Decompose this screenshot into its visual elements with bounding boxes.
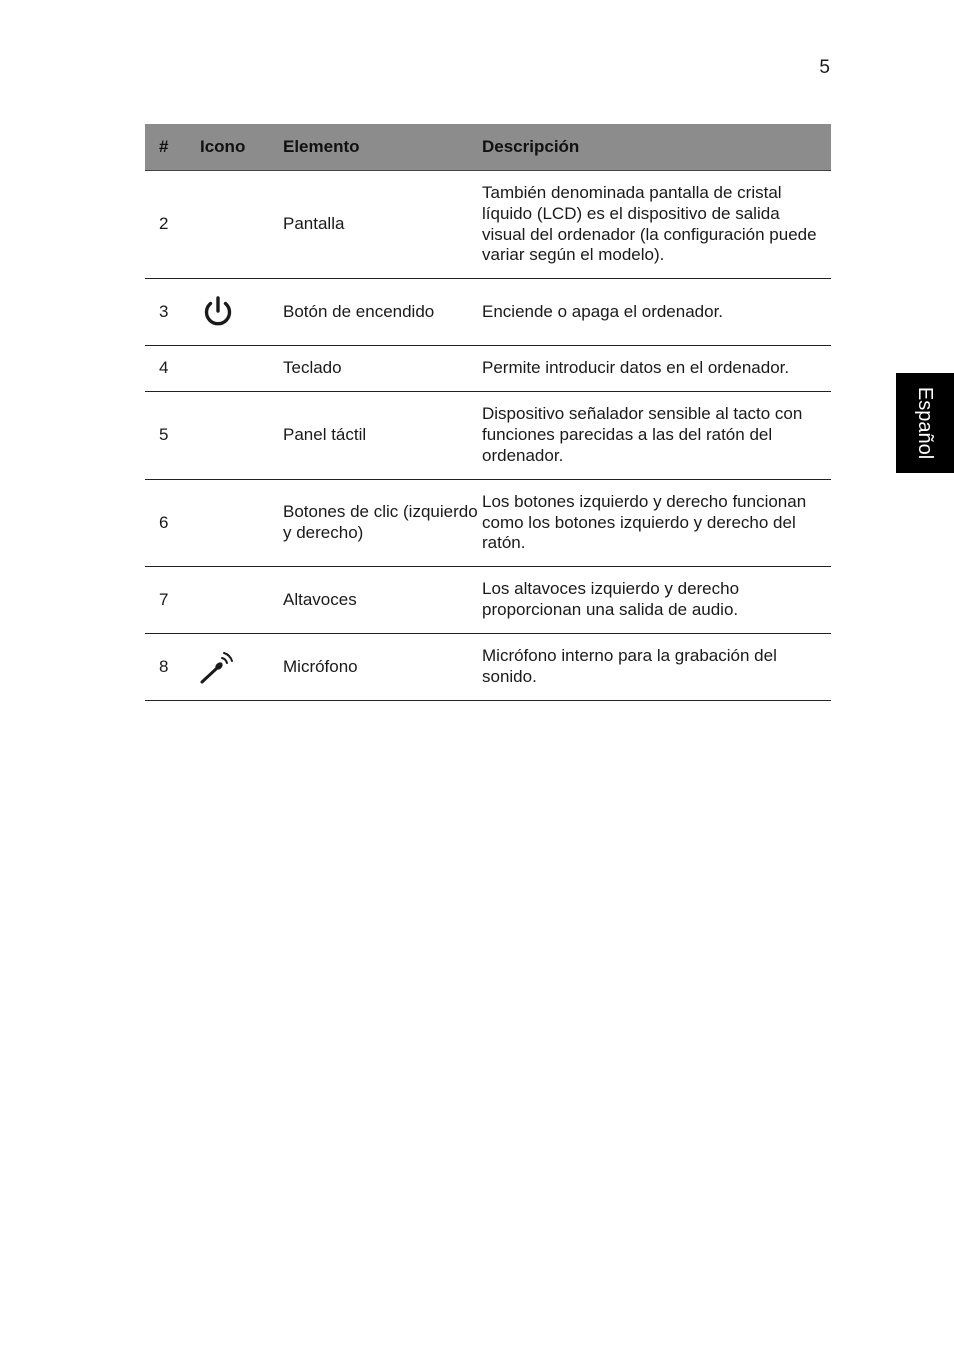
row-element: Teclado bbox=[283, 346, 482, 392]
row-element: Panel táctil bbox=[283, 392, 482, 480]
table-row bbox=[145, 279, 831, 346]
row-description: Micrófono interno para la grabación del sonido. bbox=[482, 634, 831, 701]
header-num: # bbox=[145, 124, 190, 171]
row-icon-cell bbox=[190, 346, 283, 392]
row-num: 6 bbox=[145, 480, 190, 567]
row-description: Permite introducir datos en el ordenador. bbox=[482, 346, 831, 392]
table-header-row bbox=[145, 124, 831, 171]
page-number: 5 bbox=[819, 57, 830, 78]
table-row bbox=[145, 634, 831, 701]
row-icon-cell bbox=[190, 279, 283, 346]
row-num: 5 bbox=[145, 392, 190, 480]
row-element: Micrófono bbox=[283, 634, 482, 701]
row-num: 4 bbox=[145, 346, 190, 392]
row-description: Dispositivo señalador sensible al tacto con funciones parecidas a las del ratón del ordenador. bbox=[482, 392, 831, 480]
row-description: Los altavoces izquierdo y derecho proporcionan una salida de audio. bbox=[482, 567, 831, 634]
row-num: 2 bbox=[145, 171, 190, 279]
row-element: Pantalla bbox=[283, 171, 482, 279]
language-tab bbox=[896, 373, 954, 473]
header-description: Descripción bbox=[482, 124, 831, 171]
row-element: Altavoces bbox=[283, 567, 482, 634]
row-icon-cell bbox=[190, 171, 283, 279]
header-icon: Icono bbox=[190, 124, 283, 171]
power-icon bbox=[200, 294, 236, 330]
row-description: Los botones izquierdo y derecho funcionan como los botones izquierdo y derecho del ratón. bbox=[482, 480, 831, 567]
row-element: Botón de encendido bbox=[283, 279, 482, 346]
row-icon-cell bbox=[190, 480, 283, 567]
table-row bbox=[145, 171, 831, 279]
microphone-icon bbox=[200, 649, 236, 685]
row-icon-cell bbox=[190, 634, 283, 701]
row-description: Enciende o apaga el ordenador. bbox=[482, 279, 831, 346]
row-num: 3 bbox=[145, 279, 190, 346]
row-num: 7 bbox=[145, 567, 190, 634]
row-description: También denominada pantalla de cristal líquido (LCD) es el dispositivo de salida visual del ordenador (la configuración puede variar según el modelo). bbox=[482, 171, 831, 279]
row-icon-cell bbox=[190, 567, 283, 634]
row-element: Botones de clic (izquierdo y derecho) bbox=[283, 480, 482, 567]
table-row bbox=[145, 392, 831, 480]
language-tab-label: Español bbox=[914, 386, 936, 460]
header-element: Elemento bbox=[283, 124, 482, 171]
table-row bbox=[145, 480, 831, 567]
table-row bbox=[145, 567, 831, 634]
components-table bbox=[145, 124, 831, 701]
table-row bbox=[145, 346, 831, 392]
row-num: 8 bbox=[145, 634, 190, 701]
row-icon-cell bbox=[190, 392, 283, 480]
